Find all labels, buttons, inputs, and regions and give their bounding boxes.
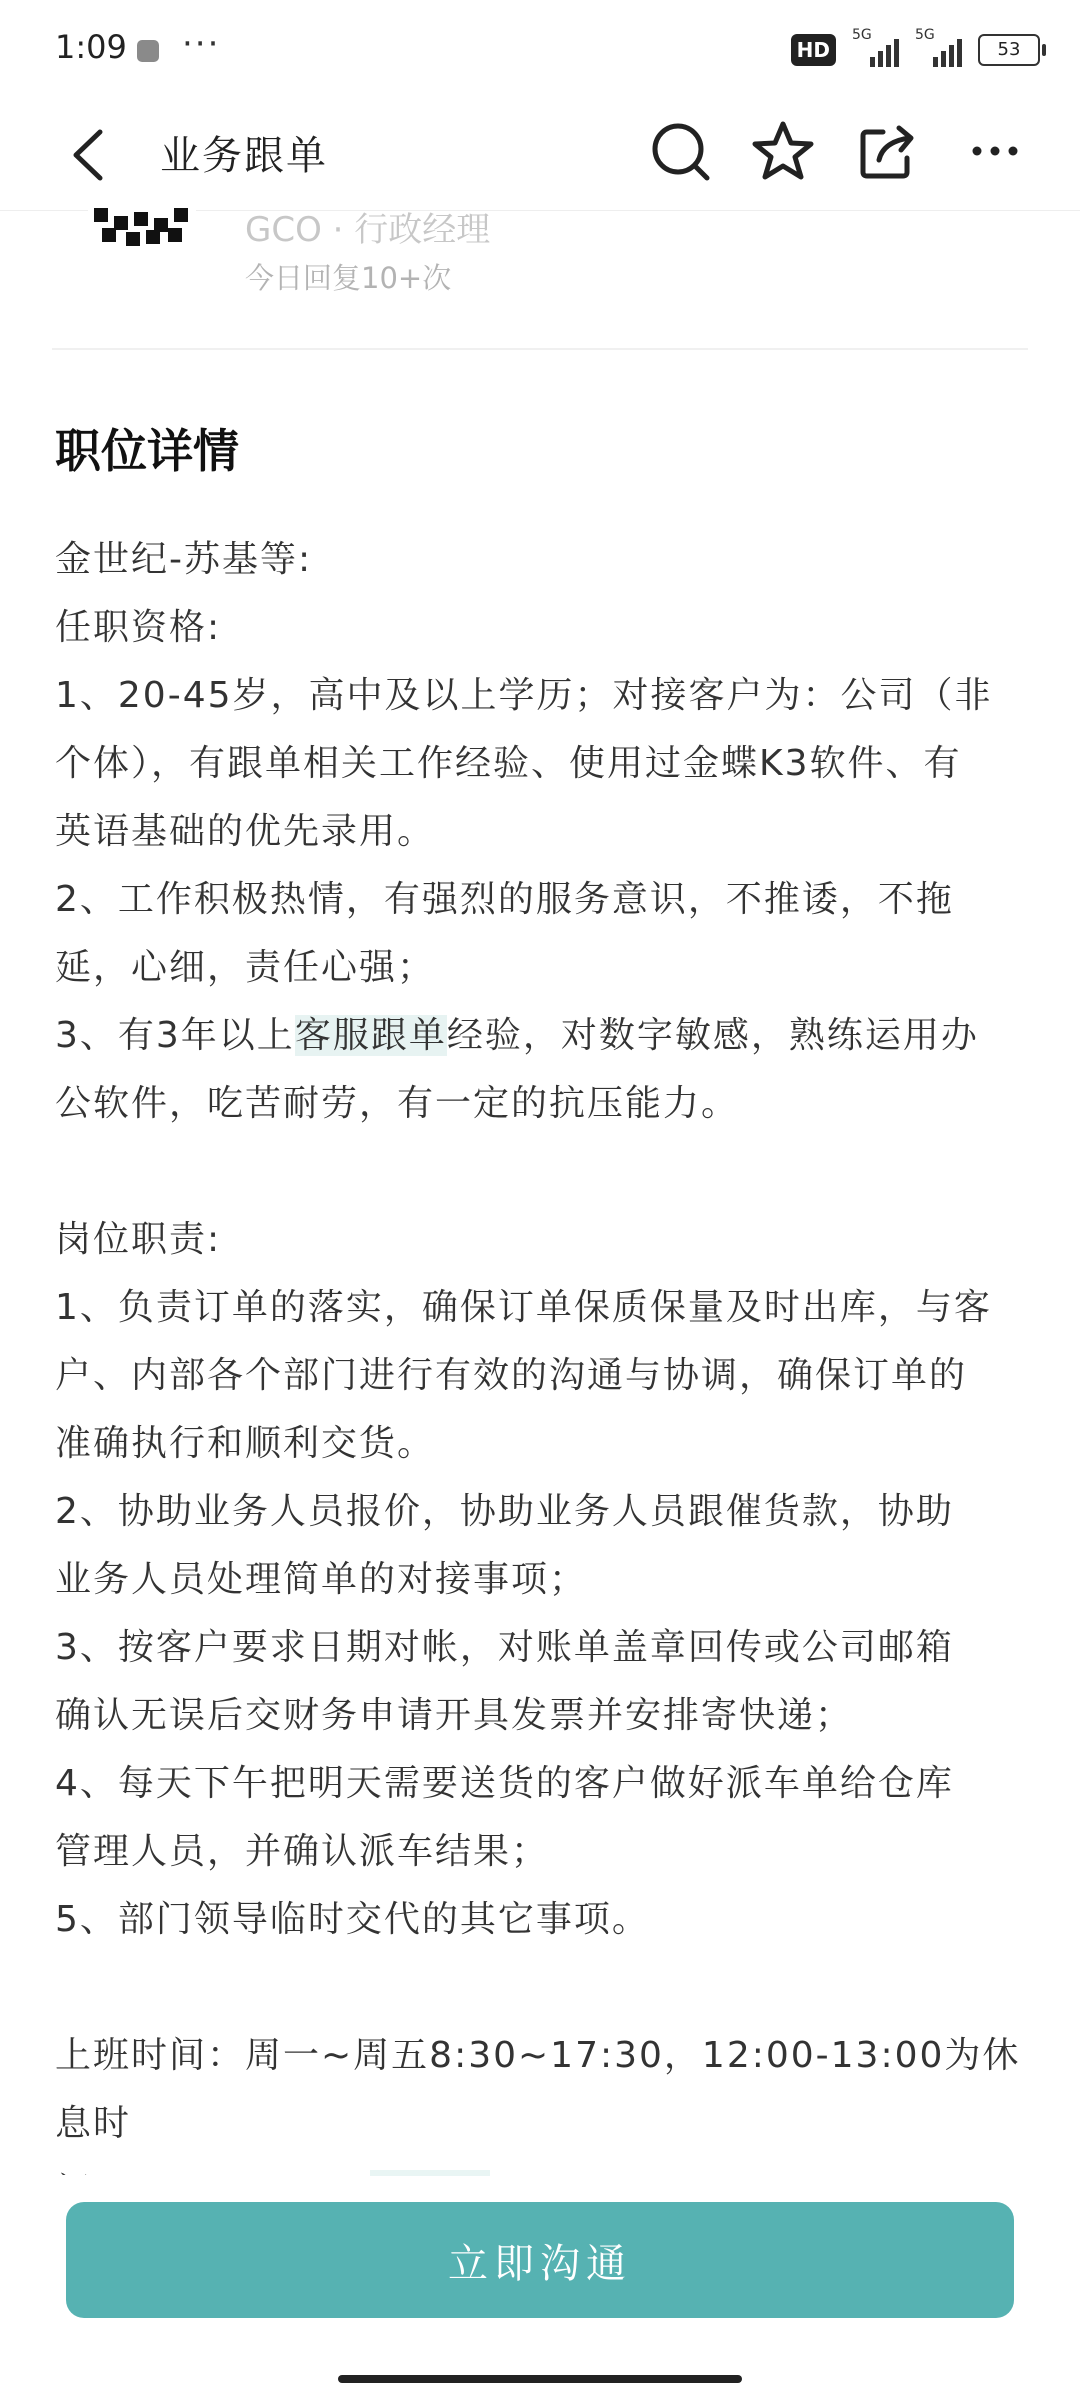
hd-badge: HD [791, 34, 836, 66]
signal-1-label: 5G [852, 27, 872, 43]
notification-app-icon [137, 40, 159, 62]
desc-line-part: 经验，对数字敏感，熟练运用办 [446, 1015, 979, 1056]
desc-line: 确认无误后交财务申请开具发票并安排寄快递； [55, 1695, 854, 1736]
desc-blank-line [55, 1138, 1035, 1206]
desc-line: 延，心细，责任心强； [55, 947, 436, 988]
recruiter-avatar[interactable] [88, 190, 196, 260]
recruiter-card[interactable] [0, 210, 1080, 350]
desc-line: 任职资格: [55, 607, 222, 648]
job-description [55, 526, 1035, 2226]
chat-now-button[interactable]: 立即沟通 [66, 2202, 1014, 2318]
search-icon [645, 116, 715, 186]
desc-line: 1、20-45岁，高中及以上学历；对接客户为：公司（非 [55, 675, 993, 716]
back-button[interactable] [60, 120, 120, 190]
battery-icon: 53 [978, 34, 1040, 66]
status-indicators [791, 27, 1040, 70]
desc-line: 业务人员处理简单的对接事项； [55, 1559, 588, 1600]
signal-1-icon [852, 27, 899, 67]
desc-line: 上班时间：周一~周五8:30~17:30，12:00-13:00为休息时 [55, 2035, 1021, 2144]
recruiter-title: GCO · 行政经理 [245, 210, 491, 250]
page-title: 业务跟单 [160, 133, 328, 179]
desc-line: 金世纪-苏基等: [55, 539, 313, 580]
desc-line: 户、内部各个部门进行有效的沟通与协调，确保订单的 [55, 1355, 968, 1396]
job-details-heading: 职位详情 [55, 424, 239, 478]
desc-blank-line [55, 1954, 1035, 2022]
status-time: 1:09 [55, 28, 127, 66]
signal-2-label: 5G [915, 27, 935, 43]
desc-line: 4、每天下午把明天需要送货的客户做好派车单给仓库 [55, 1763, 954, 1804]
home-indicator[interactable] [338, 2375, 742, 2383]
scroll-fade [370, 2170, 490, 2176]
desc-line: 2、工作积极热情，有强烈的服务意识，不推诿，不拖 [55, 879, 954, 920]
highlighted-keyword[interactable]: 客服跟单 [294, 1015, 447, 1056]
share-icon [853, 116, 923, 186]
desc-line: 3、按客户要求日期对帐，对账单盖章回传或公司邮箱 [55, 1627, 954, 1668]
desc-line: 准确执行和顺利交货。 [55, 1423, 436, 1464]
recruiter-reply-rate: 今日回复10+次 [245, 261, 452, 295]
desc-line-part: 3、有3年以上 [55, 1015, 295, 1056]
desc-line-highlighted [55, 1002, 1035, 1070]
chevron-left-icon [60, 120, 120, 190]
search-button[interactable] [645, 116, 715, 186]
more-horizontal-icon [960, 116, 1030, 186]
avatar-icon [88, 190, 196, 260]
desc-line: 管理人员，并确认派车结果； [55, 1831, 550, 1872]
share-button[interactable] [853, 116, 923, 186]
more-options-button[interactable] [960, 116, 1030, 186]
signal-2-icon [915, 27, 962, 67]
status-bar [0, 0, 1080, 100]
favorite-button[interactable] [748, 116, 818, 186]
section-divider [52, 348, 1028, 350]
desc-line: 个体），有跟单相关工作经验、使用过金蝶K3软件、有 [55, 743, 962, 784]
star-icon [748, 116, 818, 186]
desc-line: 5、部门领导临时交代的其它事项。 [55, 1899, 650, 1940]
desc-line: 公软件，吃苦耐劳，有一定的抗压能力。 [55, 1083, 740, 1124]
desc-line: 英语基础的优先录用。 [55, 811, 436, 852]
more-notifications-icon: ··· [182, 24, 221, 64]
desc-line: 2、协助业务人员报价，协助业务人员跟催货款，协助 [55, 1491, 954, 1532]
desc-line: 1、负责订单的落实，确保订单保质保量及时出库，与客 [55, 1287, 992, 1328]
desc-line: 岗位职责: [55, 1219, 222, 1260]
